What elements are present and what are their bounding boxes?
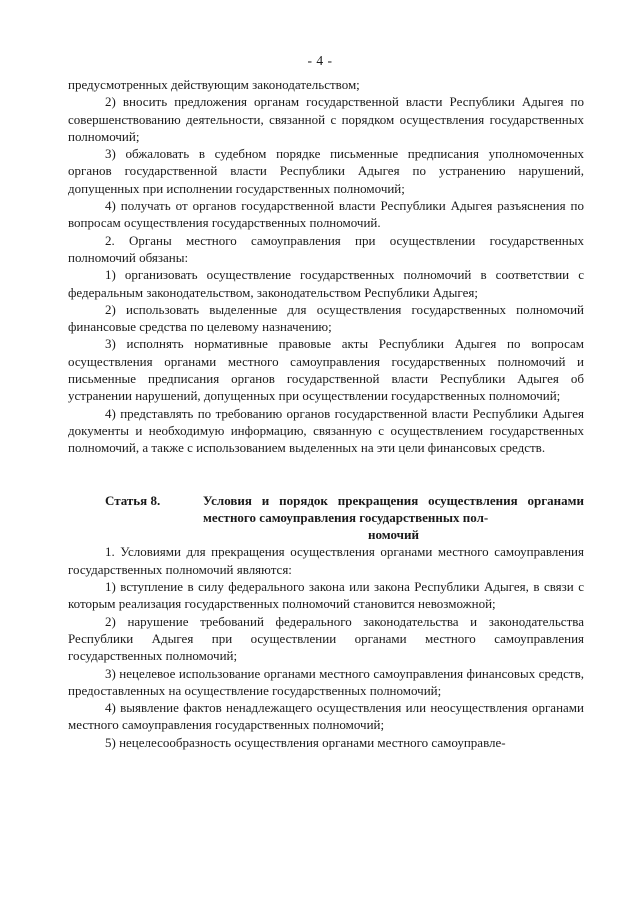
paragraph-block-a xyxy=(68,76,584,457)
paragraph: 2. Органы местного самоуправления при осуществлении государственных полномочий обязаны: xyxy=(68,232,584,265)
article-label: Статья 8. xyxy=(105,492,161,508)
paragraph: 2) использовать выделенные для осуществления государственных полномочий финансовые средства по целевому назначению; xyxy=(68,301,584,335)
paragraph: 3) нецелевое использование органами местного самоуправления финансовых средств, предоставленных на осуществление государственных полномочий; xyxy=(68,665,584,698)
section-spacer xyxy=(68,457,584,475)
paragraph: 2) нарушение требований федерального законодательства и законодательства Республики Адыгея при осуществлении органами местного самоуправления государственных полномочий; xyxy=(68,613,584,664)
paragraph: 5) нецелесообразность осуществления органами местного самоуправле- xyxy=(105,734,506,750)
paragraph: 1. Условиями для прекращения осуществления органами местного самоуправления государственных полномочий являются: xyxy=(68,544,584,577)
article-title-main: Условия и порядок прекращения осуществления органами местного самоуправления государственных пол- xyxy=(203,492,584,525)
article-title xyxy=(198,492,584,544)
paragraph: 4) выявление фактов ненадлежащего осуществления или неосуществления органами местного самоуправления государственных полномочий; xyxy=(68,700,584,733)
paragraph: предусмотренных действующим законодательством; xyxy=(68,77,360,92)
article-heading xyxy=(68,492,584,544)
article-title-end: номочий xyxy=(368,527,419,543)
paragraph: 4) представлять по требованию органов государственной власти Республики Адыгея документы и необходимую информацию, связанную с осуществлением государственных полномочий, а также с использованием выделенных на эти цели финансовых средств. xyxy=(68,405,584,456)
paragraph: 3) обжаловать в судебном порядке письменные предписания уполномоченных органов государственной власти Республики Адыгея по устранению нарушений, допущенных при исполнении государственных полномочий; xyxy=(68,146,584,196)
paragraph: 3) исполнять нормативные правовые акты Республики Адыгея по вопросам осуществления органами местного самоуправления государственных полномочий и письменные предписания органов государственной власти Республики Адыгея об устранении нарушений, допущенных при осуществлении государственных полномочий; xyxy=(68,336,584,404)
page-number: - 4 - xyxy=(307,53,333,68)
paragraph: 1) вступление в силу федерального закона или закона Республики Адыгея, в связи с которым реализация государственных полномочий становится невозможной; xyxy=(68,579,584,612)
paragraph: 4) получать от органов государственной власти Республики Адыгея разъяснения по вопросам осуществления государственных полномочий. xyxy=(68,198,584,231)
document-body xyxy=(68,76,584,751)
paragraph: 1) организовать осуществление государственных полномочий в соответствии с федеральным законодательством, законодательством Республики Адыгея; xyxy=(68,267,584,300)
paragraph-block-b xyxy=(68,543,584,751)
paragraph: 2) вносить предложения органам государственной власти Республики Адыгея по совершенствованию деятельности, связанной с порядком осуществления государственных полномочий; xyxy=(68,94,584,144)
